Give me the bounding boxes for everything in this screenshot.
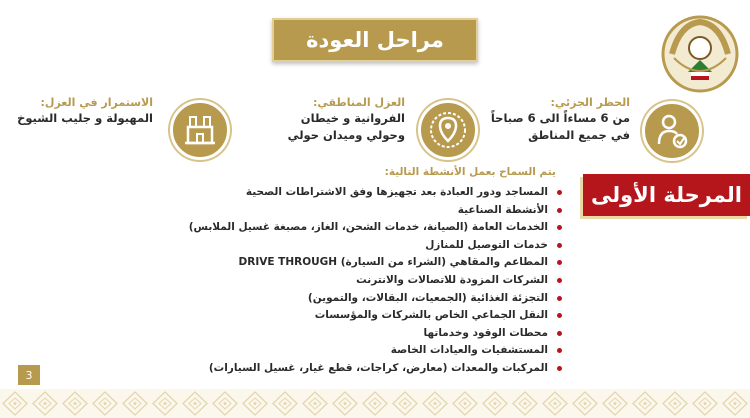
- measure-area-isolation: [288, 96, 405, 156]
- page-number: 3: [18, 365, 40, 385]
- list-item: المساجد ودور العبادة بعد تجهيزها وفق الاشتراطات الصحية: [189, 184, 562, 202]
- measure-heading: الاستمرار في العزل:: [40, 96, 153, 109]
- phase-label: المرحلة الأولى: [591, 183, 742, 207]
- list-item: خدمات التوصيل للمنازل: [189, 237, 562, 255]
- measure-partial-curfew: [491, 96, 630, 156]
- measure-heading: الحظر الجزئي:: [550, 96, 630, 109]
- activities-list: [189, 184, 562, 378]
- map-pin-icon: [418, 100, 478, 160]
- measure-line: وحولي وميدان حولي: [287, 128, 405, 142]
- slide-title-box: [272, 18, 478, 62]
- list-item: الشركات المزودة للاتصالات والانترنت: [189, 272, 562, 290]
- list-item: الأنشطة الصناعية: [189, 202, 562, 220]
- list-item: النقل الجماعي الخاص بالشركات والمؤسسات: [189, 307, 562, 325]
- measure-heading: العزل المناطقي:: [312, 96, 405, 109]
- list-item: المستشفيات والعيادات الخاصة: [189, 342, 562, 360]
- list-item: المطاعم والمقاهي (الشراء من السيارة) DRIVE THROUGH: [189, 254, 562, 272]
- list-item: محطات الوقود وخدماتها: [189, 325, 562, 343]
- activities-intro: يتم السماح بعمل الأنشطة التالية:: [384, 166, 556, 178]
- measure-line: في جميع المناطق: [528, 128, 630, 142]
- list-item: المركبات والمعدات (معارض، كراجات، قطع غيار، غسيل السيارات): [189, 360, 562, 378]
- measure-continued-isolation: [17, 96, 153, 156]
- slide-title: مراحل العودة: [306, 28, 444, 52]
- building-icon: [170, 100, 230, 160]
- person-shield-icon: [642, 101, 702, 161]
- decorative-border: [0, 389, 750, 418]
- measure-line: الفروانية و خيطان: [300, 111, 405, 125]
- phase-label-box: [583, 174, 750, 216]
- measure-line: من 6 مساءاً الى 6 صباحاً: [490, 111, 630, 125]
- measure-line: المهبولة و جليب الشيوخ: [17, 111, 153, 125]
- kuwait-emblem-logo: [660, 14, 740, 94]
- list-item: الخدمات العامة (الصيانة، خدمات الشحن، الغاز، مصبغة غسيل الملابس): [189, 219, 562, 237]
- list-item: التجزئة الغذائية (الجمعيات، البقالات، والتموين): [189, 290, 562, 308]
